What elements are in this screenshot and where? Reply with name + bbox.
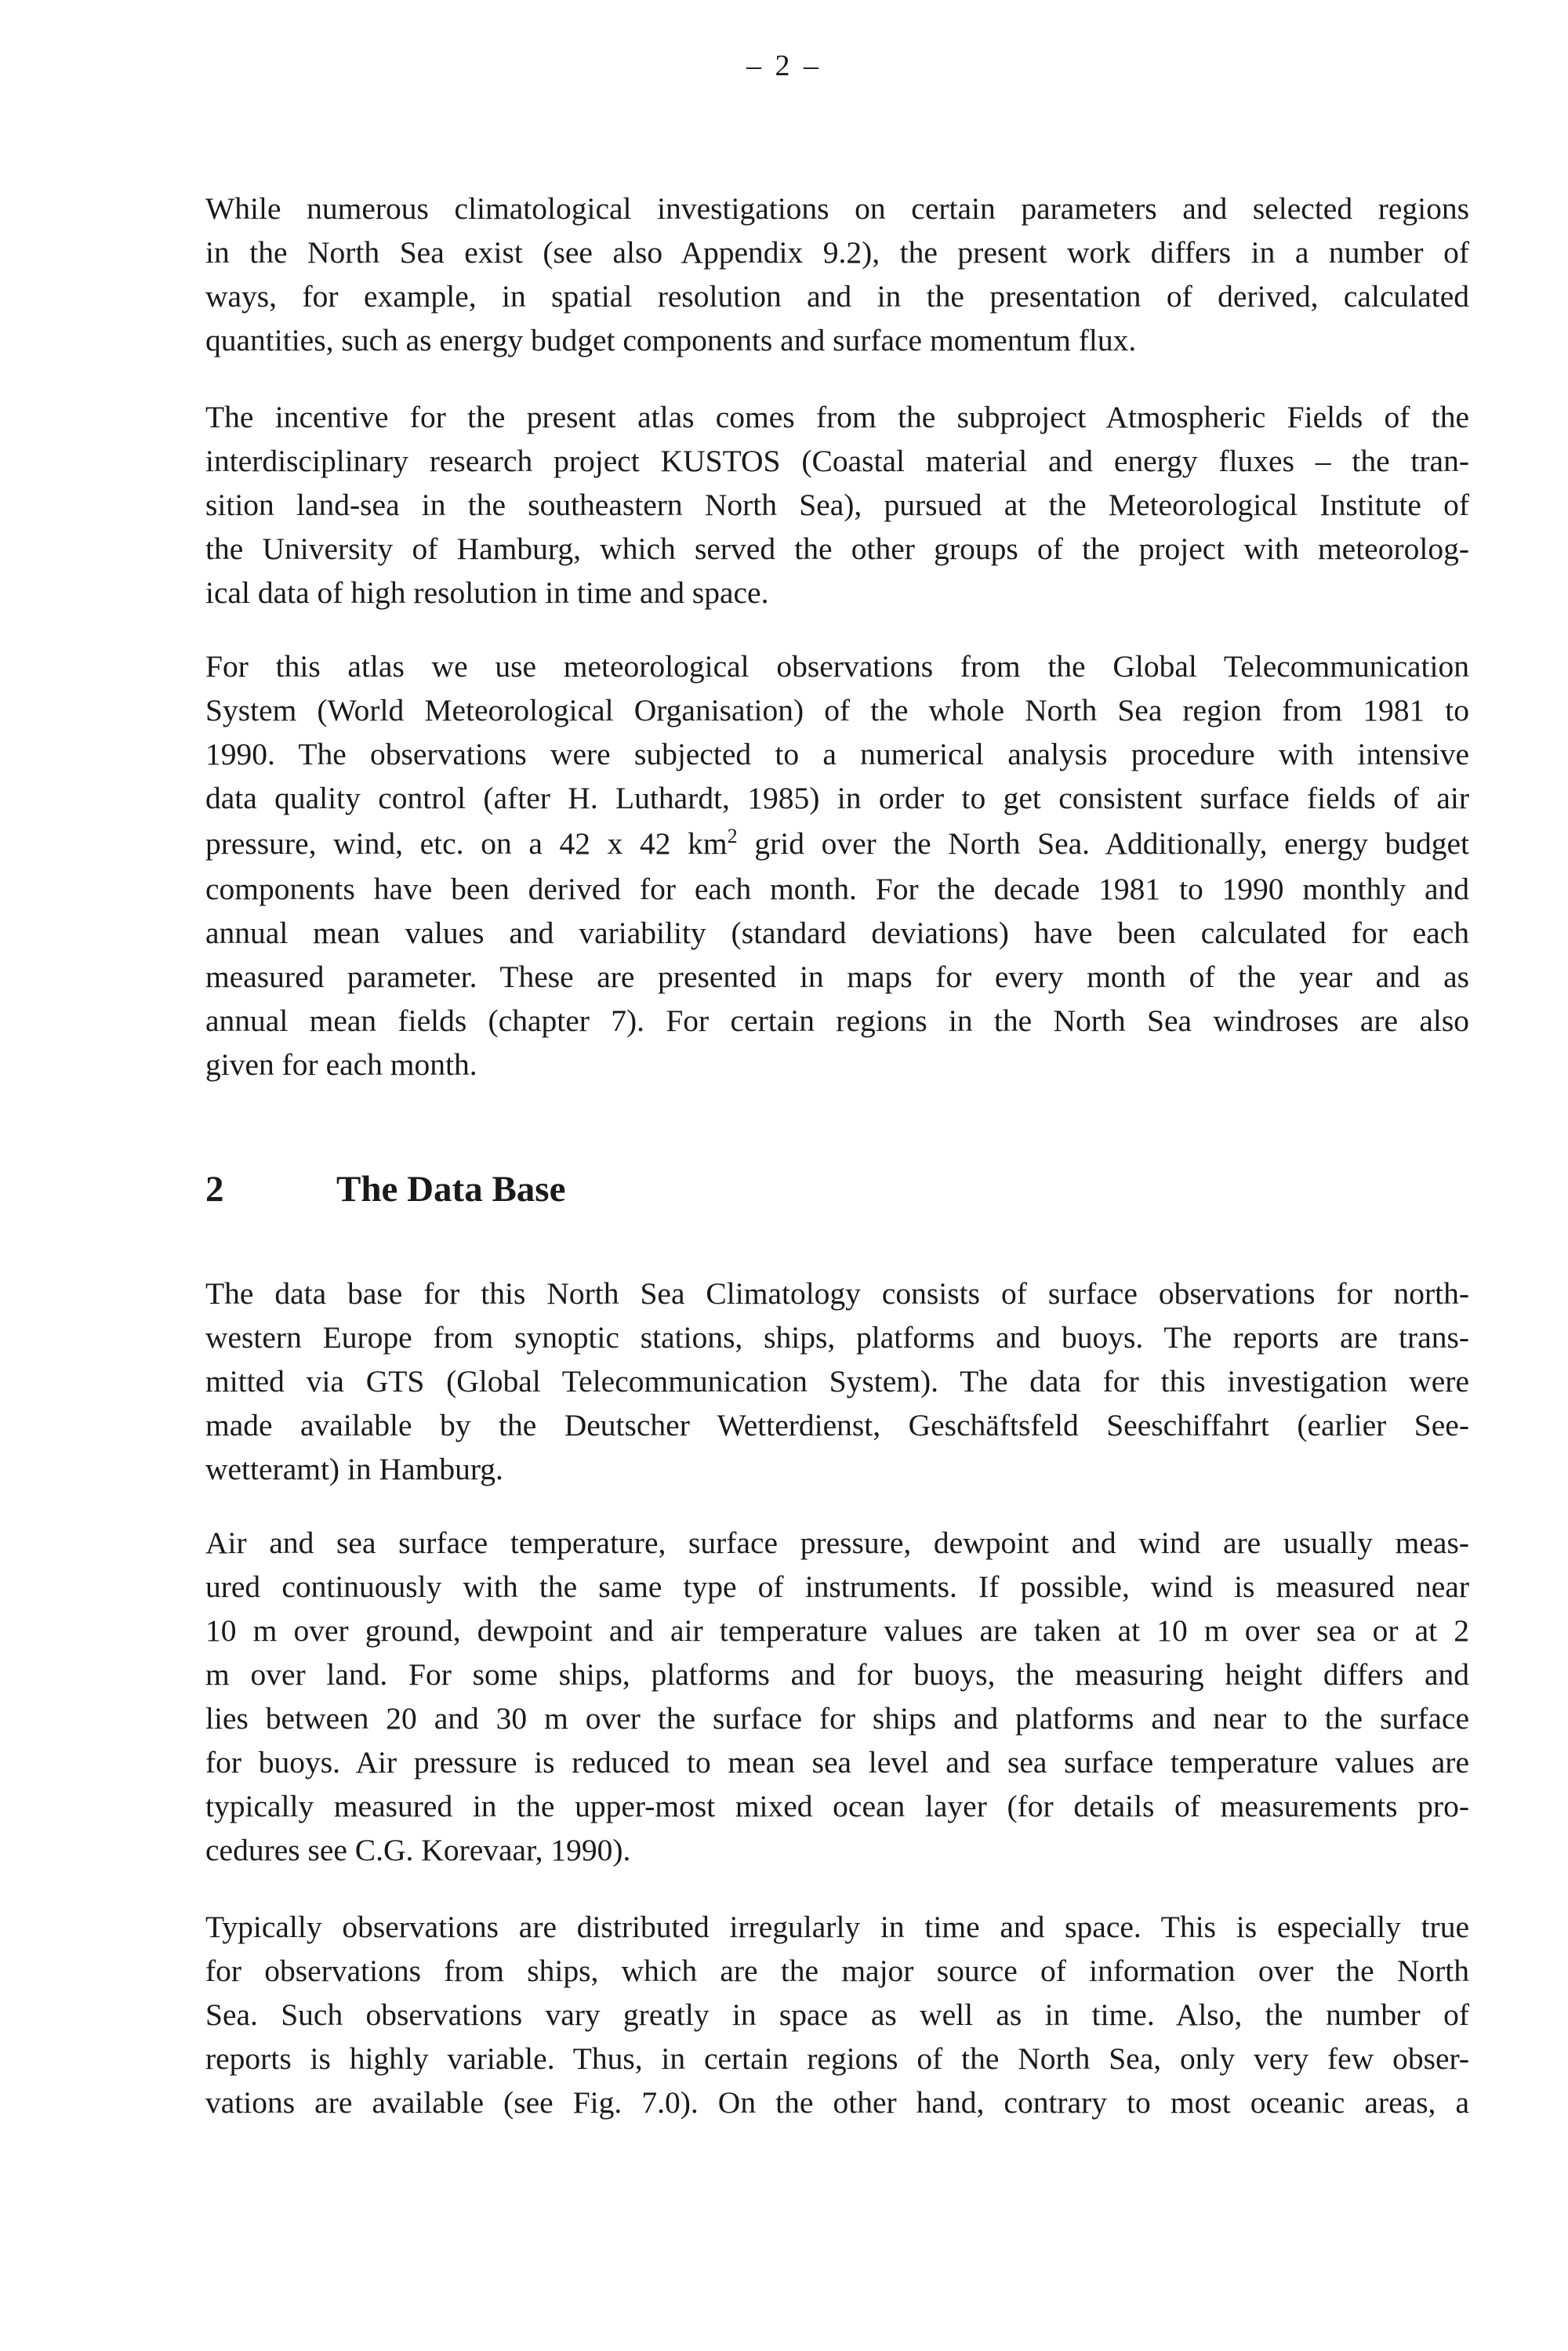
text-line: Sea. Such observations vary greatly in space as well as in time. Also, the number of: [205, 1997, 1469, 2032]
paragraph-observations: [205, 644, 1469, 1087]
text-line: annual mean fields (chapter 7). For certain regions in the North Sea windroses are also: [205, 1003, 1469, 1038]
paragraph-intro-comparison: [205, 187, 1469, 362]
text-line: The data base for this North Sea Climatology consists of surface observations for north-: [205, 1276, 1469, 1311]
text-line: made available by the Deutscher Wetterdienst, Geschäftsfeld Seeschiffahrt (earlier See-: [205, 1408, 1469, 1442]
section-title: The Data Base: [336, 1169, 566, 1210]
text-fragment: grid over the North Sea. Additionally, energy budget: [737, 826, 1469, 861]
text-line: wetteramt) in Hamburg.: [205, 1452, 503, 1486]
text-line: components have been derived for each month. For the decade 1981 to 1990 monthly and: [205, 872, 1469, 906]
text-line: western Europe from synoptic stations, ships, platforms and buoys. The reports are trans-: [205, 1320, 1469, 1355]
text-line: quantities, such as energy budget components and surface momentum flux.: [205, 323, 1137, 357]
text-line: reports is highly variable. Thus, in certain regions of the North Sea, only very few obser-: [205, 2041, 1469, 2076]
text-line-with-superscript: [205, 820, 1469, 867]
text-line: ical data of high resolution in time and space.: [205, 575, 769, 610]
text-line: annual mean values and variability (standard deviations) have been calculated for each: [205, 916, 1469, 950]
text-line: mitted via GTS (Global Telecommunication System). The data for this investigation were: [205, 1364, 1469, 1399]
superscript-exponent: 2: [727, 825, 738, 847]
section-number: 2: [205, 1169, 224, 1210]
text-line: interdisciplinary research project KUSTOS (Coastal material and energy fluxes – the tran-: [205, 444, 1469, 478]
paragraph-measurements: [205, 1521, 1469, 1872]
text-line: sition land-sea in the southeastern North Sea), pursued at the Meteorological Institute of: [205, 488, 1469, 522]
text-line: cedures see C.G. Korevaar, 1990).: [205, 1833, 631, 1867]
text-line: for observations from ships, which are the major source of information over the North: [205, 1954, 1469, 1988]
paragraph-irregular-observations: [205, 1905, 1469, 2124]
text-line: System (World Meteorological Organisation) of the whole North Sea region from 1981 to: [205, 693, 1469, 727]
text-line: the University of Hamburg, which served the other groups of the project with meteorolog-: [205, 532, 1469, 566]
text-line: Typically observations are distributed irregularly in time and space. This is especially true: [205, 1910, 1469, 1944]
text-line: Air and sea surface temperature, surface pressure, dewpoint and wind are usually meas-: [205, 1526, 1469, 1560]
text-line: m over land. For some ships, platforms and for buoys, the measuring height differs and: [205, 1657, 1469, 1692]
text-line: lies between 20 and 30 m over the surface for ships and platforms and near to the surface: [205, 1701, 1469, 1736]
page-number: – 2 –: [746, 49, 822, 82]
text-line: vations are available (see Fig. 7.0). On the other hand, contrary to most oceanic areas, a: [205, 2085, 1469, 2120]
text-line: typically measured in the upper-most mixed ocean layer (for details of measurements pro-: [205, 1789, 1469, 1823]
text-line: The incentive for the present atlas comes from the subproject Atmospheric Fields of the: [205, 400, 1469, 434]
text-line: measured parameter. These are presented in maps for every month of the year and as: [205, 960, 1469, 994]
text-line: 10 m over ground, dewpoint and air temperature values are taken at 10 m over sea or at 2: [205, 1613, 1469, 1648]
paragraph-data-base: [205, 1272, 1469, 1491]
text-line: ways, for example, in spatial resolution and in the presentation of derived, calculated: [205, 279, 1469, 314]
text-line: data quality control (after H. Luthardt, 1985) in order to get consistent surface fields of air: [205, 781, 1469, 815]
paragraph-incentive: [205, 395, 1469, 615]
text-line: given for each month.: [205, 1047, 477, 1082]
text-line: For this atlas we use meteorological observations from the Global Telecommunication: [205, 649, 1469, 684]
text-line: While numerous climatological investigations on certain parameters and selected regions: [205, 191, 1469, 226]
text-line: in the North Sea exist (see also Appendix 9.2), the present work differs in a number of: [205, 235, 1469, 270]
text-fragment: pressure, wind, etc. on a 42 x 42 km: [205, 826, 728, 861]
text-line: 1990. The observations were subjected to a numerical analysis procedure with intensive: [205, 737, 1469, 771]
text-line: ured continuously with the same type of instruments. If possible, wind is measured near: [205, 1569, 1469, 1604]
text-line: for buoys. Air pressure is reduced to mean sea level and sea surface temperature values are: [205, 1745, 1469, 1780]
